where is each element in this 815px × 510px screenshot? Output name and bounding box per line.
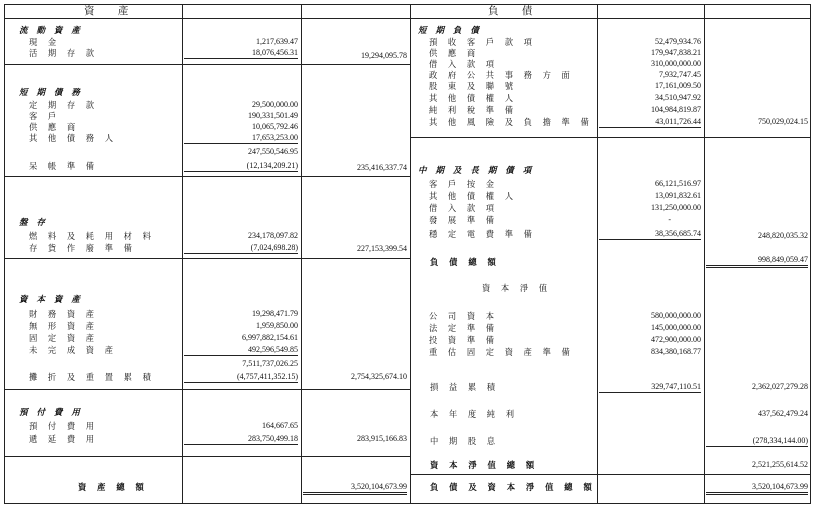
equity-title: 資 本 淨 值 [482, 283, 552, 293]
unfinished-assets-amount: 492,596,549.85 [184, 345, 298, 356]
prepaid-expenses-label: 預 付 費 用 [29, 421, 99, 431]
short-term-liabilities-title: 短 期 負 債 [418, 26, 482, 36]
current-assets-title: 流 動 資 產 [19, 26, 83, 36]
interim-dividend-label: 中 期 股 息 [430, 436, 500, 446]
fuel-materials-amount: 234,178,097.82 [248, 231, 298, 240]
retained-earnings-total: 2,362,027,279.28 [752, 382, 808, 391]
investment-reserve-label: 投 資 準 備 [429, 335, 499, 345]
balance-sheet [4, 4, 811, 506]
capital-assets-title: 資 本 資 產 [19, 295, 83, 305]
shareholders-amount: 17,161,009.50 [655, 81, 701, 90]
total-liab-equity-amount: 3,520,104,673.99 [706, 482, 808, 495]
tariff-stabilisation-label: 穩 定 電 費 準 備 [429, 229, 536, 239]
legal-reserve-label: 法 定 準 備 [429, 323, 499, 333]
legal-reserve-amount: 145,000,000.00 [651, 323, 701, 332]
deferred-expenses-label: 遞 延 費 用 [29, 434, 99, 444]
financial-assets-amount: 19,298,471.79 [252, 309, 298, 318]
fixed-assets-amount: 6,997,882,154.61 [242, 333, 298, 342]
development-reserve-amount: - [668, 215, 671, 224]
customer-advances-amount: 52,479,934.76 [655, 37, 701, 46]
time-deposit-label: 定 期 存 款 [29, 100, 99, 110]
prepaid-expenses-amount: 164,667.65 [262, 421, 298, 430]
risk-reserve-amount: 43,011,726.44 [599, 117, 701, 128]
row-rule [410, 137, 811, 138]
capital-assets-total: 2,754,325,674.10 [351, 372, 407, 381]
current-assets-total: 19,294,095.78 [361, 51, 407, 60]
net-profit-amount: 437,562,479.24 [758, 409, 808, 418]
deferred-expenses-amount: 283,750,499.18 [184, 434, 298, 445]
development-reserve-label: 發 展 準 備 [429, 215, 499, 225]
liabilities-header: 負 債 [488, 5, 543, 17]
total-assets-amount: 3,520,104,673.99 [303, 482, 407, 495]
depreciation-label: 攤 折 及 重 置 累 積 [29, 372, 155, 382]
suppliers-liab-amount: 179,947,838.21 [651, 48, 701, 57]
other-creditors-amount: 34,510,947.92 [655, 93, 701, 102]
profit-tax-amount: 104,984,819.87 [651, 105, 701, 114]
total-equity-label: 資 本 淨 值 總 額 [430, 460, 539, 470]
lt-borrowings-label: 借 入 款 項 [429, 203, 499, 213]
bad-debt-allowance-label: 呆 帳 準 備 [29, 161, 99, 171]
retained-earnings-label: 損 益 累 積 [430, 382, 500, 392]
revaluation-reserve-amount: 834,380,168.77 [651, 347, 701, 356]
suppliers-liab-label: 供 應 商 [429, 48, 480, 58]
net-profit-label: 本 年 度 純 利 [430, 409, 519, 419]
liab-col-rule-2 [704, 4, 705, 504]
tariff-stabilisation-amount: 38,356,685.74 [599, 229, 701, 240]
short-term-liabilities-total: 750,029,024.15 [758, 117, 808, 126]
row-rule [4, 64, 410, 65]
share-capital-amount: 580,000,000.00 [651, 311, 701, 320]
long-term-title: 中 期 及 長 期 債 項 [418, 166, 535, 176]
lt-other-creditors-label: 其 他 債 權 人 [429, 191, 518, 201]
row-rule [4, 258, 410, 259]
demand-deposit-label: 活 期 存 款 [29, 48, 99, 58]
retained-earnings-amount: 329,747,110.51 [599, 382, 701, 393]
capital-assets-subtotal: 7,511,737,026.25 [242, 359, 298, 368]
revaluation-reserve-label: 重 估 固 定 資 產 準 備 [429, 347, 574, 357]
assets-header: 資 產 [84, 5, 139, 17]
intangible-assets-label: 無 形 資 產 [29, 321, 99, 331]
other-creditors-label: 其 他 債 權 人 [429, 93, 518, 103]
total-liabilities-label: 負 債 總 額 [430, 257, 500, 267]
cash-amount: 1,217,639.47 [256, 37, 298, 46]
center-rule [410, 4, 411, 504]
cash-label: 現 金 [29, 37, 61, 47]
inventory-total: 227,153,399.54 [357, 244, 407, 253]
customer-deposits-amount: 66,121,516.97 [655, 179, 701, 188]
risk-reserve-label: 其 他 風 險 及 負 擔 準 備 [429, 117, 593, 127]
fixed-assets-label: 固 定 資 產 [29, 333, 99, 343]
total-liabilities-amount: 998,849,059.47 [706, 255, 808, 268]
unfinished-assets-label: 未 完 成 資 產 [29, 345, 118, 355]
financial-assets-label: 財 務 資 產 [29, 309, 99, 319]
total-liab-equity-label: 負 債 及 資 本 淨 值 總 額 [430, 482, 596, 492]
short-term-title: 短 期 債 務 [19, 88, 83, 98]
lt-other-creditors-amount: 13,091,832.61 [655, 191, 701, 200]
asset-col-rule-1 [182, 4, 183, 504]
customers-amount: 190,331,501.49 [248, 111, 298, 120]
prepaid-title: 預 付 費 用 [19, 408, 83, 418]
borrowings-amount: 310,000,000.00 [651, 59, 701, 68]
customers-label: 客 戶 [29, 111, 61, 121]
total-assets-label: 資 產 總 額 [78, 482, 148, 492]
government-amount: 7,932,747.45 [659, 70, 701, 79]
customer-advances-label: 預 收 客 戶 款 項 [429, 37, 536, 47]
bad-debt-allowance-amount: (12,134,209.21) [184, 161, 298, 172]
intangible-assets-amount: 1,959,850.00 [256, 321, 298, 330]
investment-reserve-amount: 472,900,000.00 [651, 335, 701, 344]
long-term-total: 248,820,035.32 [758, 231, 808, 240]
shareholders-label: 股 東 及 聯 號 [429, 81, 518, 91]
inventory-title: 盤 存 [19, 218, 48, 228]
obsolescence-label: 存 貨 作 廢 準 備 [29, 243, 136, 253]
short-term-total: 235,416,337.74 [357, 163, 407, 172]
borrowings-label: 借 入 款 項 [429, 59, 499, 69]
depreciation-amount: (4,757,411,352.15) [184, 372, 298, 383]
lt-borrowings-amount: 131,250,000.00 [651, 203, 701, 212]
other-debtors-label: 其 他 債 務 人 [29, 133, 118, 143]
government-label: 政 府 公 共 事 務 方 面 [429, 70, 574, 80]
obsolescence-amount: (7,024,698.28) [184, 243, 298, 254]
other-debtors-amount: 17,653,253.00 [184, 133, 298, 144]
suppliers-label: 供 應 商 [29, 122, 80, 132]
share-capital-label: 公 司 資 本 [429, 311, 499, 321]
demand-deposit-amount: 18,076,456.31 [184, 48, 298, 59]
short-term-subtotal: 247,550,546.95 [248, 147, 298, 156]
row-rule [4, 176, 410, 177]
total-equity-amount: 2,521,255,614.52 [752, 460, 808, 469]
liab-col-rule-1 [597, 4, 598, 504]
header-rule [4, 18, 811, 19]
profit-tax-label: 純 利 稅 準 備 [429, 105, 518, 115]
suppliers-amount: 10,065,792.46 [252, 122, 298, 131]
row-rule [410, 474, 811, 475]
asset-col-rule-2 [301, 4, 302, 504]
fuel-materials-label: 燃 料 及 耗 用 材 料 [29, 231, 155, 241]
time-deposit-amount: 29,500,000.00 [252, 100, 298, 109]
row-rule [4, 389, 410, 390]
row-rule [4, 456, 410, 457]
prepaid-total: 283,915,166.83 [357, 434, 407, 443]
interim-dividend-amount: (278,334,144.00) [706, 436, 808, 447]
customer-deposits-label: 客 戶 按 金 [429, 179, 499, 189]
